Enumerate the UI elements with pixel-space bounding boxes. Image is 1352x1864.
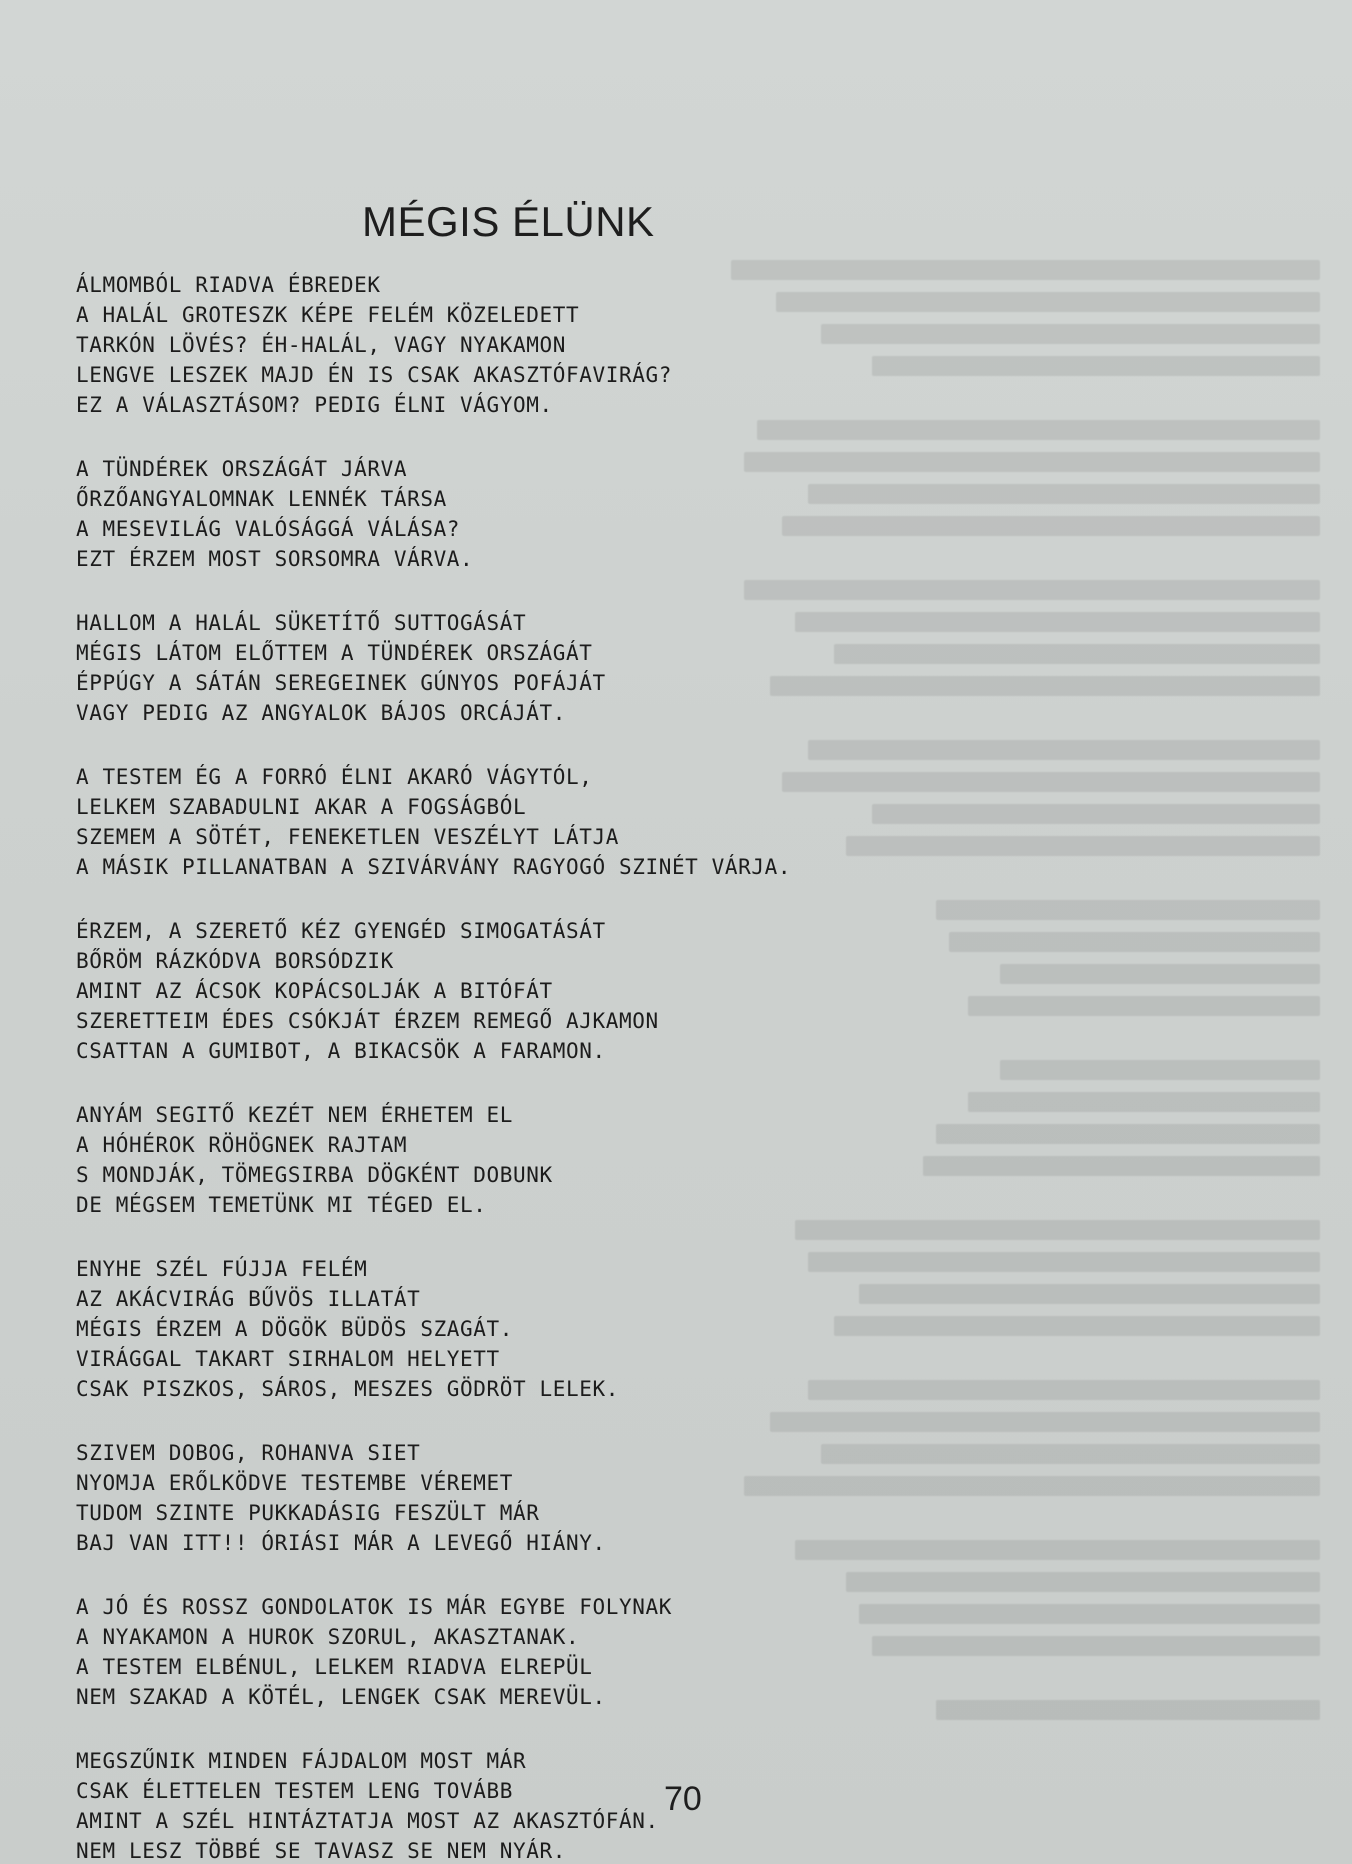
bleed-line [808, 1252, 1320, 1272]
stanza [76, 1746, 876, 1864]
stanza [76, 762, 876, 882]
poem-line: NEM LESZ TÖBBÉ SE TAVASZ SE NEM NYÁR. [76, 1839, 566, 1863]
bleed-line [936, 1700, 1320, 1720]
poem-line: BAJ VAN ITT!! ÓRIÁSI MÁR A LEVEGŐ HIÁNY. [76, 1531, 606, 1555]
poem-line: A HÓHÉROK RÖHÖGNEK RAJTAM [76, 1133, 408, 1157]
bleed-line [846, 1572, 1320, 1592]
poem-line: DE MÉGSEM TEMETÜNK MI TÉGED EL. [76, 1193, 487, 1217]
bleed-line [846, 836, 1320, 856]
bleed-line [821, 324, 1320, 344]
bleed-line [968, 996, 1320, 1016]
poem-line: AMINT A SZÉL HINTÁZTATJA MOST AZ AKASZTÓFÁN. [76, 1809, 659, 1833]
poem-line: LELKEM SZABADULNI AKAR A FOGSÁGBÓL [76, 795, 527, 819]
bleed-line [936, 900, 1320, 920]
poem-line: NYOMJA ERŐLKÖDVE TESTEMBE VÉREMET [76, 1471, 514, 1495]
bleed-line [872, 1636, 1320, 1656]
poem-line: A JÓ ÉS ROSSZ GONDOLATOK IS MÁR EGYBE FOLYNAK [76, 1595, 672, 1619]
poem-line: A TÜNDÉREK ORSZÁGÁT JÁRVA [76, 457, 408, 481]
poem-line: VIRÁGGAL TAKART SIRHALOM HELYETT [76, 1347, 500, 1371]
poem-line: SZIVEM DOBOG, ROHANVA SIET [76, 1441, 421, 1465]
poem-line: ÉRZEM, A SZERETŐ KÉZ GYENGÉD SIMOGATÁSÁT [76, 919, 606, 943]
poem-line: LENGVE LESZEK MAJD ÉN IS CSAK AKASZTÓFAVIRÁG? [76, 363, 672, 387]
poem-line: SZERETTEIM ÉDES CSÓKJÁT ÉRZEM REMEGŐ AJKAMON [76, 1009, 659, 1033]
bleed-line [859, 1284, 1320, 1304]
bleed-line [1000, 1060, 1320, 1080]
stanza [76, 1254, 876, 1404]
poem-line: ÉPPÚGY A SÁTÁN SEREGEINEK GÚNYOS POFÁJÁT [76, 671, 606, 695]
poem-line: A MÁSIK PILLANATBAN A SZIVÁRVÁNY RAGYOGÓ SZINÉT VÁRJA. [76, 855, 792, 879]
stanza [76, 1592, 876, 1712]
poem-line: SZEMEM A SÖTÉT, FENEKETLEN VESZÉLYT LÁTJA [76, 825, 619, 849]
poem-body [76, 270, 876, 1864]
stanza [76, 916, 876, 1066]
bleed-line [808, 740, 1320, 760]
stanza [76, 270, 876, 420]
bleed-line [859, 1604, 1320, 1624]
bleed-line [808, 484, 1320, 504]
poem-line: MÉGIS LÁTOM ELŐTTEM A TÜNDÉREK ORSZÁGÁT [76, 641, 593, 665]
poem-line: AZ AKÁCVIRÁG BŰVÖS ILLATÁT [76, 1287, 421, 1311]
poem-line: S MONDJÁK, TÖMEGSIRBA DÖGKÉNT DOBUNK [76, 1163, 553, 1187]
poem-line: EZT ÉRZEM MOST SORSOMRA VÁRVA. [76, 547, 474, 571]
bleed-line [834, 1316, 1320, 1336]
poem-line: A HALÁL GROTESZK KÉPE FELÉM KÖZELEDETT [76, 303, 580, 327]
bleed-line [872, 356, 1320, 376]
poem-line: CSATTAN A GUMIBOT, A BIKACSÖK A FARAMON. [76, 1039, 606, 1063]
bleed-line [834, 644, 1320, 664]
page-number: 70 [664, 1780, 702, 1818]
stanza [76, 1100, 876, 1220]
poem-line: A TESTEM ÉG A FORRÓ ÉLNI AKARÓ VÁGYTÓL, [76, 765, 593, 789]
poem-line: CSAK PISZKOS, SÁROS, MESZES GÖDRÖT LELEK. [76, 1377, 619, 1401]
bleed-line [821, 1444, 1320, 1464]
poem-line: ANYÁM SEGITŐ KEZÉT NEM ÉRHETEM EL [76, 1103, 514, 1127]
stanza [76, 454, 876, 574]
poem-line: BŐRÖM RÁZKÓDVA BORSÓDZIK [76, 949, 394, 973]
stanza [76, 1438, 876, 1558]
bleed-line [923, 1156, 1320, 1176]
bleed-line [949, 932, 1320, 952]
bleed-line [872, 804, 1320, 824]
poem-line: TARKÓN LÖVÉS? ÉH-HALÁL, VAGY NYAKAMON [76, 333, 566, 357]
stanza [76, 608, 876, 728]
bleed-line [968, 1092, 1320, 1112]
poem-line: CSAK ÉLETTELEN TESTEM LENG TOVÁBB [76, 1779, 514, 1803]
bleed-line [808, 1380, 1320, 1400]
poem-line: AMINT AZ ÁCSOK KOPÁCSOLJÁK A BITÓFÁT [76, 979, 553, 1003]
poem-line: TUDOM SZINTE PUKKADÁSIG FESZÜLT MÁR [76, 1501, 540, 1525]
bleed-line [936, 1124, 1320, 1144]
poem-line: A NYAKAMON A HUROK SZORUL, AKASZTANAK. [76, 1625, 580, 1649]
poem-title: MÉGIS ÉLÜNK [362, 198, 655, 245]
poem-line: VAGY PEDIG AZ ANGYALOK BÁJOS ORCÁJÁT. [76, 701, 566, 725]
poem-line: HALLOM A HALÁL SÜKETÍTŐ SUTTOGÁSÁT [76, 611, 527, 635]
poem-line: A MESEVILÁG VALÓSÁGGÁ VÁLÁSA? [76, 517, 461, 541]
poem-line: A TESTEM ELBÉNUL, LELKEM RIADVA ELREPÜL [76, 1655, 593, 1679]
poem-line: NEM SZAKAD A KÖTÉL, LENGEK CSAK MEREVÜL. [76, 1685, 606, 1709]
bleed-line [1000, 964, 1320, 984]
poem-line: ENYHE SZÉL FÚJJA FELÉM [76, 1257, 368, 1281]
poem-line: MEGSZŰNIK MINDEN FÁJDALOM MOST MÁR [76, 1749, 527, 1773]
poem-line: EZ A VÁLASZTÁSOM? PEDIG ÉLNI VÁGYOM. [76, 393, 553, 417]
poem-line: ÁLMOMBÓL RIADVA ÉBREDEK [76, 273, 381, 297]
poem-line: MÉGIS ÉRZEM A DÖGÖK BÜDÖS SZAGÁT. [76, 1317, 514, 1341]
poem-line: ŐRZŐANGYALOMNAK LENNÉK TÁRSA [76, 487, 447, 511]
